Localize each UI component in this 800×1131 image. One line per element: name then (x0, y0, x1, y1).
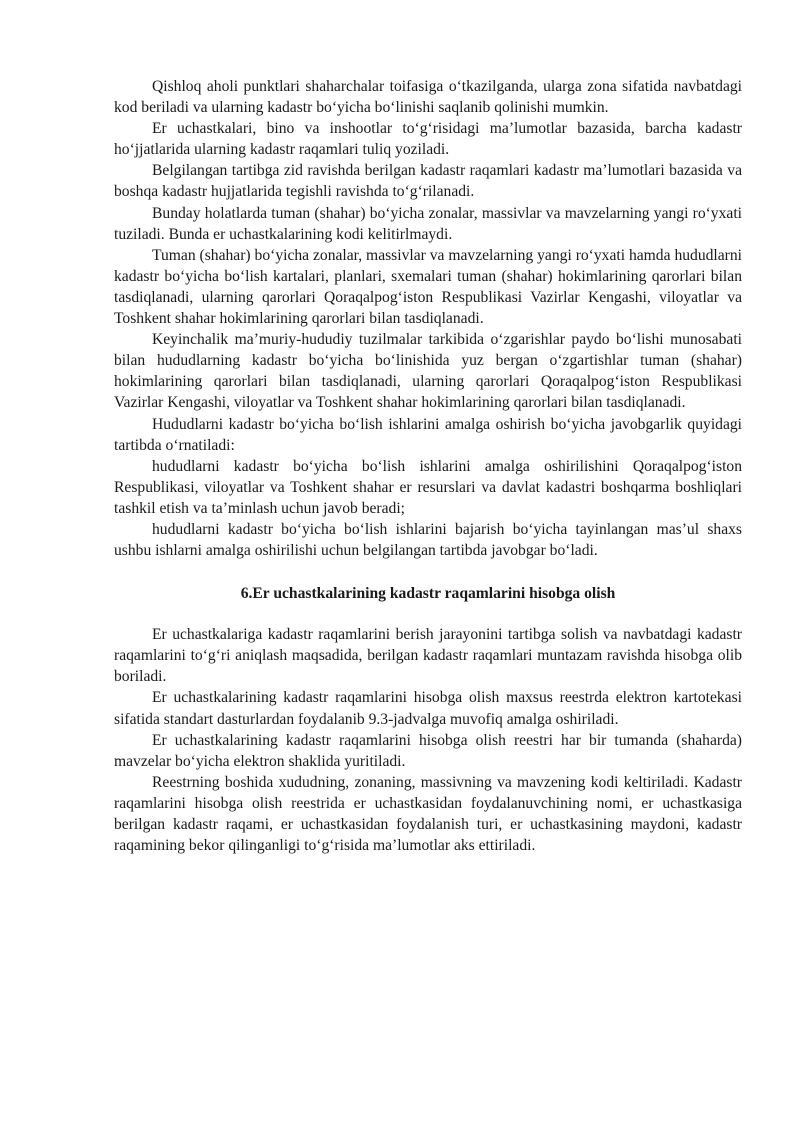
section-heading: 6.Er uchastkalarining kadastr raqamlarini hisobga olish (240, 585, 616, 603)
paragraph: Qishloq aholi punktlari shaharchalar toifasiga o‘tkazilganda, ularga zona sifatida navbatdagi kod beriladi va ularning kadastr bo‘yicha bo‘linishi saqlanib qolinishi mumkin. (114, 78, 742, 117)
paragraph: Tuman (shahar) bo‘yicha zonalar, massivlar va mavzelarning yangi ro‘yxati hamda hududlarni kadastr bo‘yicha bo‘lish kartalari, planlari, sxemalari tuman (shahar) hokimlarining qarorlari bilan tasdiqlanadi, ularning qarorlari Qoraqalpog‘iston Respublikasi Vazirlar Kengashi, viloyatlar va Toshkent shahar hokimlarining qarorlari bilan tasdiqlanadi. (114, 246, 742, 328)
paragraph: Reestrning boshida xududning, zonaning, massivning va mavzening kodi keltiriladi. Kadastr raqamlarini hisobga olish reestrida er uchastkasidan foydalanuvchining nomi, er uchastkasiga berilgan kadastr raqami, er uchastkasidan foydalanish turi, er uchastkasining maydoni, kadastr raqamining bekor qilinganligi to‘g‘risida ma’lumotlar aks ettiriladi. (114, 773, 742, 855)
paragraph: Keyinchalik ma’muriy-hududiy tuzilmalar tarkibida o‘zgarishlar paydo bo‘lishi munosabati bilan hududlarning kadastr bo‘yicha bo‘linishida yuz bergan o‘zgartishlar tuman (shahar) hokimlarining qarorlari bilan tasdiqlanadi, ularning qarorlari Qoraqalpog‘iston Respublikasi Vazirlar Kengashi, viloyatlar va Toshkent shahar hokimlarining qarorlari bilan tasdiqlanadi. (114, 331, 742, 412)
paragraph: hududlarni kadastr bo‘yicha bo‘lish ishlarini bajarish bo‘yicha tayinlangan mas’ul shaxs ushbu ishlarni amalga oshirilishi uchun belgilangan tartibda javobgar bo‘ladi. (114, 520, 742, 560)
paragraph: Er uchastkalari, bino va inshootlar to‘g‘risidagi ma’lumotlar bazasida, barcha kadastr ho‘jjatlarida ularning kadastr raqamlari tuliq yoziladi. (114, 120, 742, 159)
paragraph: hududlarni kadastr bo‘yicha bo‘lish ishlarini amalga oshirilishini Qoraqalpog‘iston Respublikasi, viloyatlar va Toshkent shahar er resurslari va davlat kadastri boshqarma boshliqlari tashkil etish va ta’minlash uchun javob beradi; (114, 457, 742, 517)
paragraph: Hududlarni kadastr bo‘yicha bo‘lish ishlarini amalga oshirish bo‘yicha javobgarlik quyidagi tartibda o‘rnatiladi: (114, 415, 742, 454)
paragraph: Er uchastkalarining kadastr raqamlarini hisobga olish reestri har bir tumanda (shaharda) mavzelar bo‘yicha elektron shaklida yuritiladi. (114, 731, 742, 770)
paragraph: Belgilangan tartibga zid ravishda berilgan kadastr raqamlari kadastr ma’lumotlari bazasida va boshqa kadastr hujjatlarida tegishli ravishda to‘g‘rilanadi. (114, 162, 742, 201)
paragraph: Er uchastkalariga kadastr raqamlarini berish jarayonini tartibga solish va navbatdagi kadastr raqamlarini to‘g‘ri aniqlash maqsadida, berilgan kadastr raqamlari muntazam ravishda hisobga olib boriladi. (114, 626, 742, 686)
paragraph: Er uchastkalarining kadastr raqamlarini hisobga olish maxsus reestrda elektron kartotekasi sifatida standart dasturlardan foydalanib 9.3-jadvalga muvofiq amalga oshiriladi. (114, 689, 742, 728)
document-page (114, 76, 742, 856)
paragraph: Bunday holatlarda tuman (shahar) bo‘yicha zonalar, massivlar va mavzelarning yangi ro‘yxati tuziladi. Bunda er uchastkalarining kodi kelitirlmaydi. (114, 204, 742, 243)
